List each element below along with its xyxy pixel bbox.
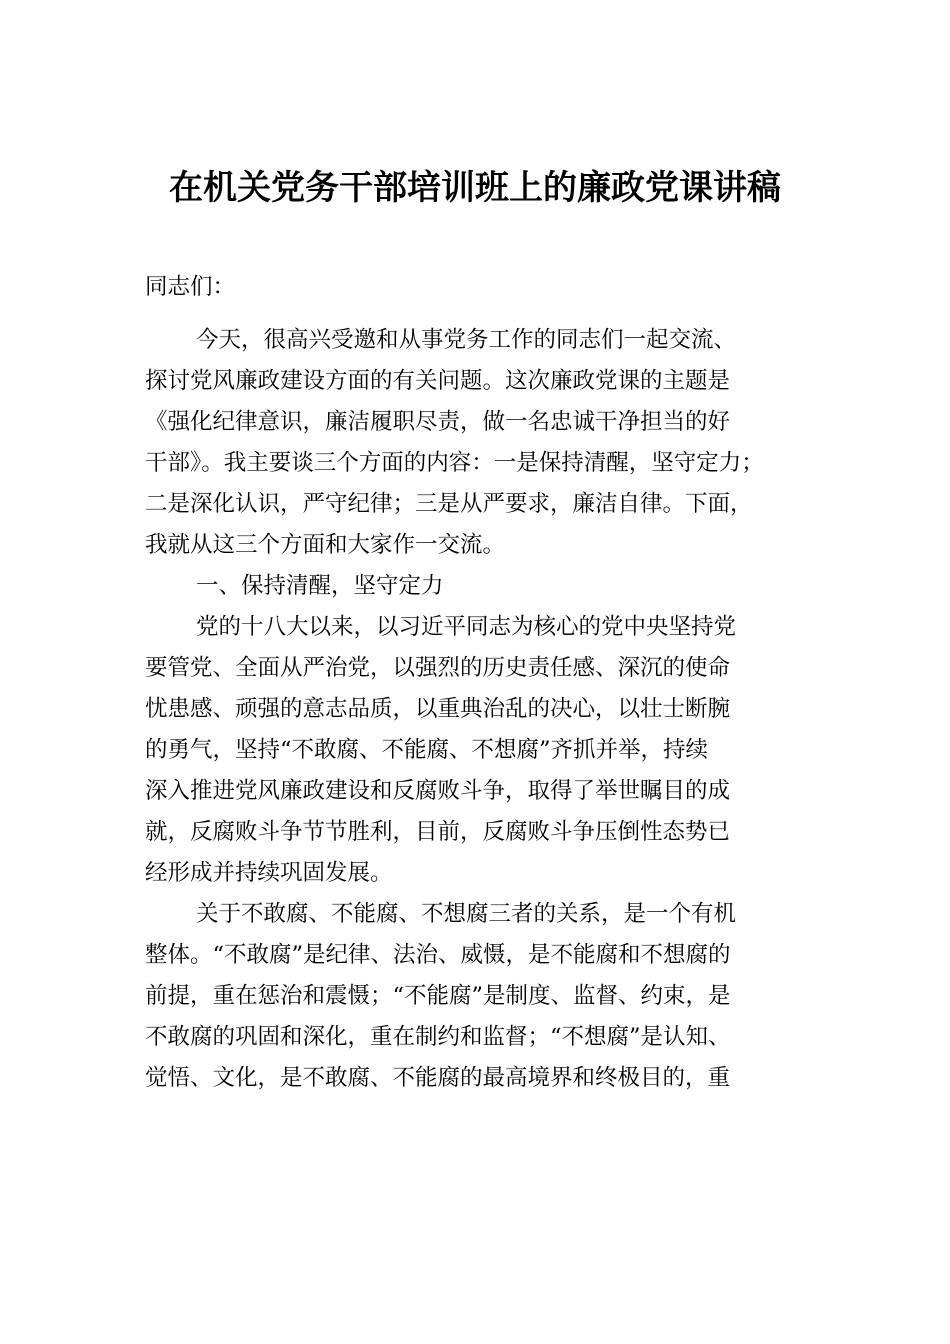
paragraph-line: 我就从这三个方面和大家作一交流。 [145, 532, 506, 558]
paragraph-line: 就，反腐败斗争节节胜利，目前，反腐败斗争压倒性态势已 [145, 819, 731, 845]
document-body [145, 267, 809, 1099]
paragraph-line: 二是深化认识，严守纪律；三是从严要求，廉洁自律。下面， [145, 491, 753, 517]
paragraph-line: 不敢腐的巩固和深化，重在制约和监督；“不想腐”是认知、 [145, 1024, 731, 1050]
document-title: 在机关党务干部培训班上的廉政党课讲稿 [169, 168, 781, 208]
paragraph-line: 经形成并持续巩固发展。 [145, 860, 393, 886]
paragraph-line: 深入推进党风廉政建设和反腐败斗争，取得了举世瞩目的成 [145, 778, 731, 804]
paragraph-line: 《强化纪律意识，廉洁履职尽责，做一名忠诚干净担当的好 [145, 409, 731, 435]
paragraph-line: 今天，很高兴受邀和从事党务工作的同志们一起交流、 [196, 327, 737, 353]
paragraph-line: 探讨党风廉政建设方面的有关问题。这次廉政党课的主题是 [145, 368, 731, 394]
paragraph-line: 关于不敢腐、不能腐、不想腐三者的关系，是一个有机 [196, 901, 737, 927]
paragraph-line: 前提，重在惩治和震慑；“不能腐”是制度、监督、约束，是 [145, 983, 731, 1009]
paragraph-line: 觉悟、文化，是不敢腐、不能腐的最高境界和终极目的，重 [145, 1065, 731, 1091]
paragraph-line: 要管党、全面从严治党，以强烈的历史责任感、深沉的使命 [145, 655, 731, 681]
paragraph-line: 忧患感、顽强的意志品质，以重典治乱的决心，以壮士断腕 [145, 696, 731, 722]
paragraph-line: 整体。“不敢腐”是纪律、法治、威慑，是不能腐和不想腐的 [145, 942, 731, 968]
spacer [145, 308, 809, 320]
paragraph-line: 党的十八大以来，以习近平同志为核心的党中央坚持党 [196, 614, 737, 640]
paragraph-line: 的勇气，坚持“不敢腐、不能腐、不想腐”齐抓并举，持续 [145, 737, 709, 763]
salutation: 同志们： [145, 274, 236, 300]
paragraph-line: 干部》。我主要谈三个方面的内容：一是保持清醒，坚守定力； [145, 450, 764, 476]
section-heading: 一、保持清醒，坚守定力 [196, 573, 444, 599]
